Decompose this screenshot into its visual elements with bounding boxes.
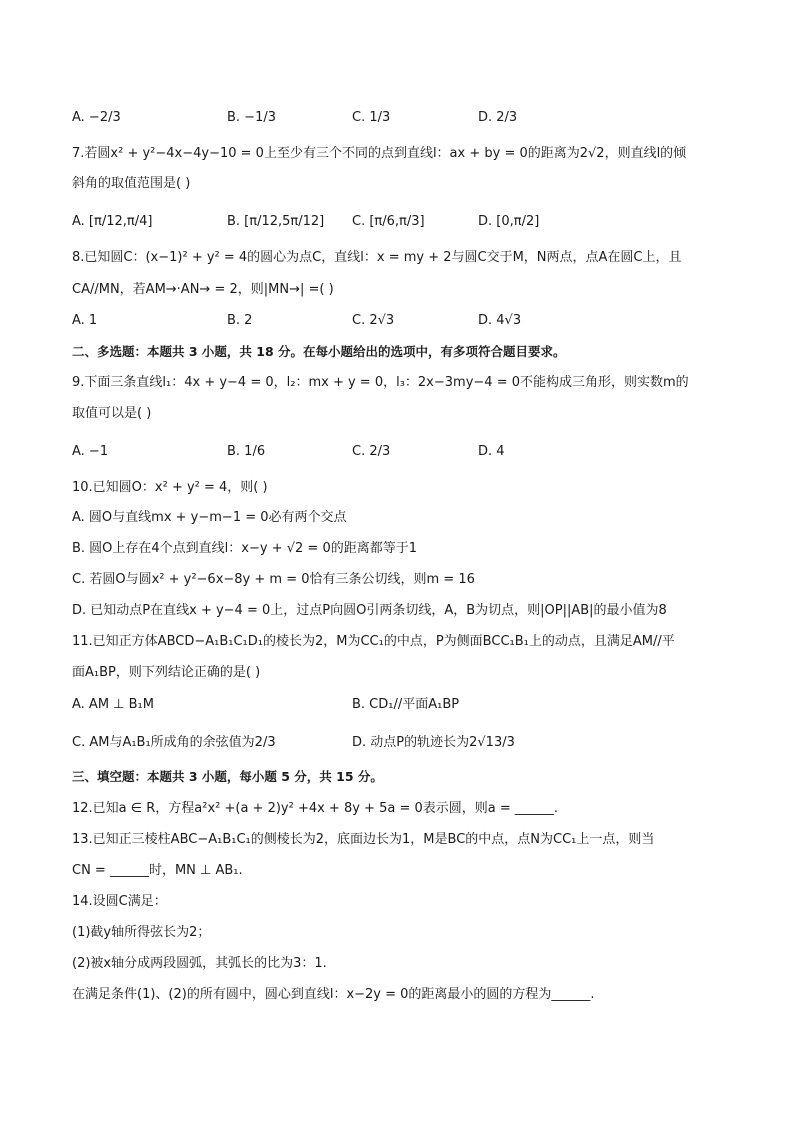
q14-stem: 14.设圆C满足： <box>72 894 167 909</box>
q14-question: 在满足条件(1)、(2)的所有圆中，圆心到直线l：x−2y = 0的距离最小的圆的方程为______. <box>72 987 595 1002</box>
q6-options <box>72 108 732 128</box>
q8-stem-line2: CA//MN，若AM→·AN→ = 2，则|MN→| =( ) <box>72 282 334 297</box>
q8-option-a: A. 1 <box>72 313 98 328</box>
q14-condition-2: (2)被x轴分成两段圆弧，其弧长的比为3：1. <box>72 956 327 971</box>
q10-option-a: A. 圆O与直线mx + y−m−1 = 0必有两个交点 <box>72 510 347 525</box>
q9-option-a: A. −1 <box>72 444 109 459</box>
q7-option-b: B. [π/12,5π/12] <box>227 214 325 229</box>
q6-option-b: B. −1/3 <box>227 110 276 125</box>
q7-stem-line1: 7.若圆x² + y²−4x−4y−10 = 0上至少有三个不同的点到直线l：ax + by = 0的距离为2√2，则直线l的倾 <box>72 146 687 161</box>
q9-option-c: C. 2/3 <box>352 444 391 459</box>
q11-stem-line2: 面A₁BP，则下列结论正确的是( ) <box>72 665 261 680</box>
q7-options <box>72 212 732 232</box>
q11-option-a: A. AM ⊥ B₁M <box>72 697 154 712</box>
q11-stem-line1: 11.已知正方体ABCD−A₁B₁C₁D₁的棱长为2，M为CC₁的中点，P为侧面BCC₁B₁上的动点，且满足AM//平 <box>72 634 675 649</box>
q7-stem-line2: 斜角的取值范围是( ) <box>72 176 191 191</box>
q9-stem-line2: 取值可以是( ) <box>72 406 152 421</box>
q8-stem-line1: 8.已知圆C：(x−1)² + y² = 4的圆心为点C，直线l：x = my + 2与圆C交于M，N两点，点A在圆C上，且 <box>72 250 682 265</box>
q8-options <box>72 311 732 331</box>
q8-option-d: D. 4√3 <box>478 313 522 328</box>
q11-options-row1 <box>72 695 732 715</box>
q11-option-b: B. CD₁//平面A₁BP <box>352 697 460 712</box>
q9-option-b: B. 1/6 <box>227 444 266 459</box>
q9-stem-line1: 9.下面三条直线l₁：4x + y−4 = 0，l₂：mx + y = 0，l₃：2x−3my−4 = 0不能构成三角形，则实数m的 <box>72 375 689 390</box>
q7-option-c: C. [π/6,π/3] <box>352 214 425 229</box>
q8-option-c: C. 2√3 <box>352 313 395 328</box>
q10-stem: 10.已知圆O：x² + y² = 4，则( ) <box>72 480 268 495</box>
q14-condition-1: (1)截y轴所得弦长为2； <box>72 925 211 940</box>
q10-option-b: B. 圆O上存在4个点到直线l：x−y + √2 = 0的距离都等于1 <box>72 541 417 556</box>
section-heading-fill-in: 三、填空题：本题共 3 小题，每小题 5 分，共 15 分。 <box>72 769 383 784</box>
q13-stem-line2: CN = ______时，MN ⊥ AB₁. <box>72 863 243 878</box>
q6-option-d: D. 2/3 <box>478 110 518 125</box>
q9-options <box>72 442 732 462</box>
q7-option-d: D. [0,π/2] <box>478 214 540 229</box>
q7-option-a: A. [π/12,π/4] <box>72 214 153 229</box>
q8-option-b: B. 2 <box>227 313 253 328</box>
q6-option-a: A. −2/3 <box>72 110 121 125</box>
section-heading-multiple-choice: 二、多选题：本题共 3 小题，共 18 分。在每小题给出的选项中，有多项符合题目要求。 <box>72 344 566 359</box>
q11-options-row2 <box>72 733 732 753</box>
q10-option-d: D. 已知动点P在直线x + y−4 = 0上，过点P向圆O引两条切线，A，B为切点，则|OP||AB|的最小值为8 <box>72 603 667 618</box>
q9-option-d: D. 4 <box>478 444 505 459</box>
q11-option-c: C. AM与A₁B₁所成角的余弦值为2/3 <box>72 735 276 750</box>
q12-stem: 12.已知a ∈ R，方程a²x² +(a + 2)y² +4x + 8y + 5a = 0表示圆，则a = ______. <box>72 801 559 816</box>
q11-option-d: D. 动点P的轨迹长为2√13/3 <box>352 735 515 750</box>
q6-option-c: C. 1/3 <box>352 110 391 125</box>
q13-stem-line1: 13.已知正三棱柱ABC−A₁B₁C₁的侧棱长为2，底面边长为1，M是BC的中点，点N为CC₁上一点，则当 <box>72 832 655 847</box>
q10-option-c: C. 若圆O与圆x² + y²−6x−8y + m = 0恰有三条公切线，则m = 16 <box>72 572 475 587</box>
